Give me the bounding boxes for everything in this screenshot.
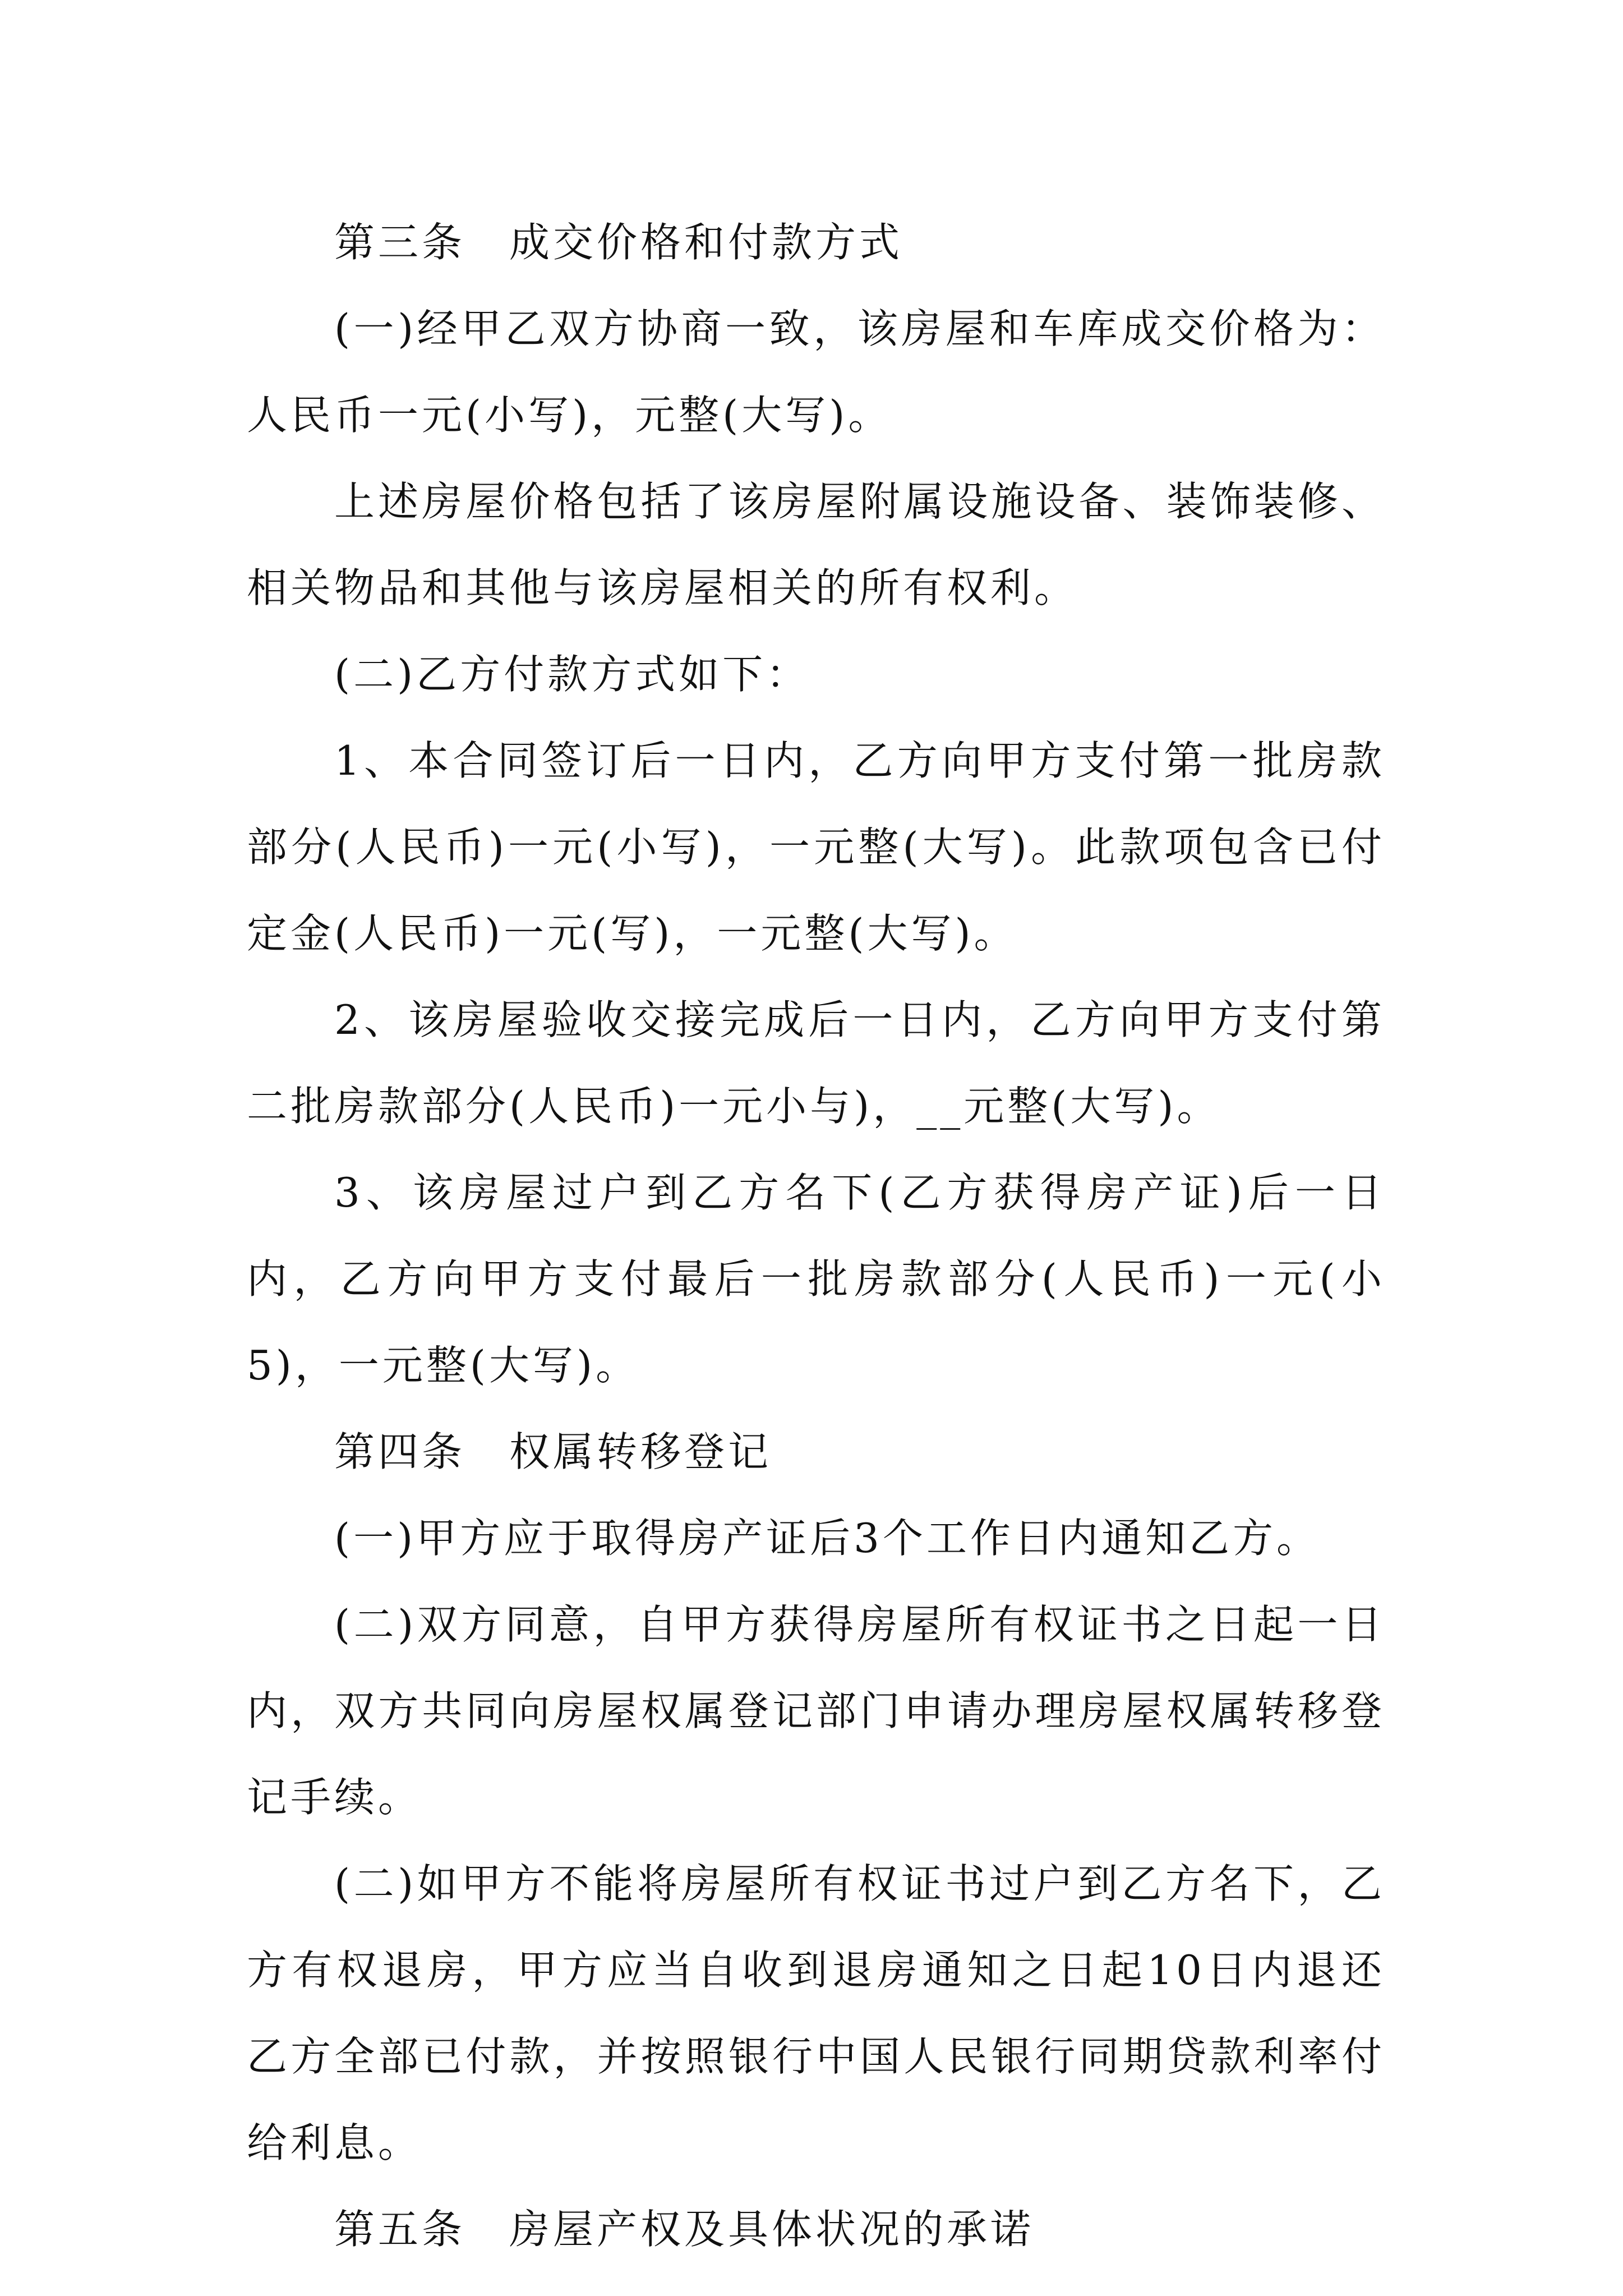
article-5-heading: 第五条 房屋产权及具体状况的承诺 — [334, 2206, 1035, 2253]
payment-item-3: 3、该房屋过户到乙方名下(乙方获得房产证)后一日内，乙方向甲方支付最后一批房款部分(人民币)一元(小5)，一元整(大写)。 — [247, 1169, 1385, 1389]
article-4-heading: 第四条 权属转移登记 — [334, 1428, 772, 1475]
price-clause: (一)经甲乙双方协商一致，该房屋和车库成交价格为：人民币一元(小写)，元整(大写)。 — [247, 305, 1385, 439]
contract-body — [247, 199, 1385, 2272]
article-3-heading: 第三条 成交价格和付款方式 — [334, 219, 903, 266]
transfer-clause-2: (二)双方同意，自甲方获得房屋所有权证书之日起一日内，双方共同向房屋权属登记部门申请办理房屋权属转移登记手续。 — [247, 1601, 1385, 1821]
transfer-clause-1: (一)甲方应于取得房产证后3个工作日内通知乙方。 — [334, 1515, 1320, 1562]
transfer-clause-3: (二)如甲方不能将房屋所有权证书过户到乙方名下，乙方有权退房，甲方应当自收到退房通知之日起10日内退还乙方全部已付款，并按照银行中国人民银行同期贷款利率付给利息。 — [247, 1860, 1385, 2166]
payment-item-1: 1、本合同签订后一日内，乙方向甲方支付第一批房款部分(人民币)一元(小写)，一元整(大写)。此款项包含已付定金(人民币)一元(写)，一元整(大写)。 — [247, 737, 1385, 957]
payment-item-2: 2、该房屋验收交接完成后一日内，乙方向甲方支付第二批房款部分(人民币)一元小与)，__元整(大写)。 — [247, 996, 1385, 1130]
payment-method-intro: (二)乙方付款方式如下： — [334, 651, 810, 698]
price-inclusion-clause: 上述房屋价格包括了该房屋附属设施设备、装饰装修、相关物品和其他与该房屋相关的所有权利。 — [247, 478, 1385, 611]
